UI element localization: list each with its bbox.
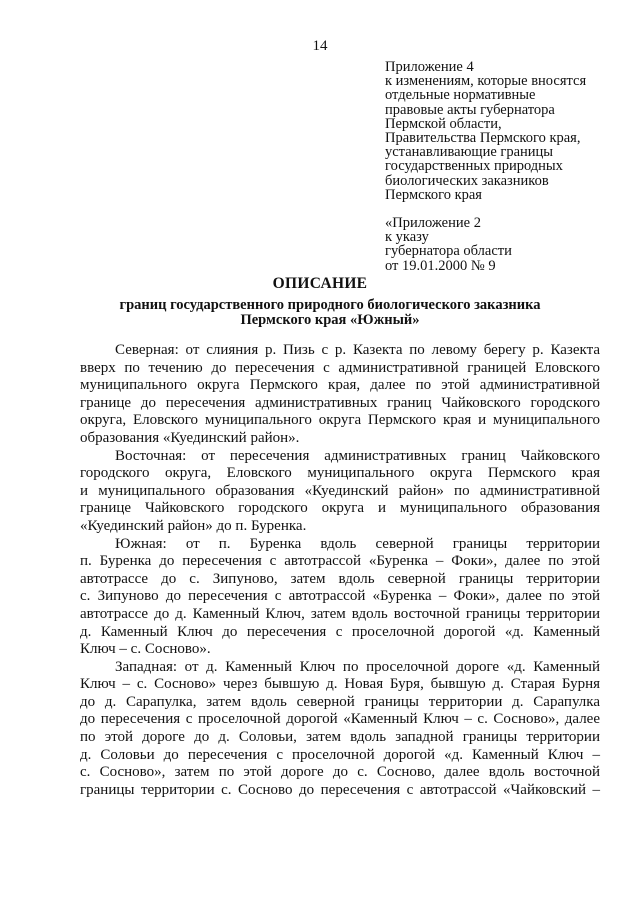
text-line: Южная: от п. Буренка вдоль северной границы территории — [115, 535, 600, 552]
decree-reference — [385, 216, 625, 273]
text-line: Ключ – с. Сосново». — [80, 641, 211, 658]
appendix-line: биологических заказников — [385, 172, 549, 189]
paragraph-north — [80, 342, 600, 448]
text-line: Ключ – с. Сосново» через бывшую д. Новая Буря, бывшую д. Старая Бурня — [80, 676, 600, 693]
text-line: границы территории с. Сосново до пересечения с автотрассой «Чайковский – — [80, 781, 600, 798]
paragraph-south — [80, 536, 600, 659]
text-line: городского округа, Еловского муниципального округа Пермского края — [80, 465, 600, 482]
text-line: границе Чайковского городского округа и муниципального образования — [80, 500, 600, 517]
text-line: с. Зипуново до пересечения с автотрассой «Буренка – Фоки», далее по этой — [80, 588, 600, 605]
text-line: вверх по течению до пересечения с административной границей Еловского — [80, 359, 600, 376]
subtitle-line: границ государственного природного биологического заказника — [119, 297, 541, 313]
decree-line: к указу — [385, 229, 429, 246]
text-line: д. Соловьи до пересечения с проселочной дорогой «д. Каменный Ключ – — [80, 746, 600, 763]
appendix-line: Пермского края — [385, 186, 482, 203]
text-line: до пересечения с проселочной дорогой «Каменный Ключ – с. Сосново», далее — [80, 711, 600, 728]
text-line: и муниципального образования «Куединский район» по административной — [80, 482, 600, 499]
decree-line: губернатора области — [385, 243, 512, 260]
text-line: «Куединский район» до п. Буренка. — [80, 517, 307, 534]
appendix-line: отдельные нормативные — [385, 87, 536, 104]
document-body — [80, 342, 600, 799]
decree-line: «Приложение 2 — [385, 215, 481, 231]
text-line: автотрассе до д. Каменный Ключ, затем вдоль восточной границы территории — [80, 605, 600, 622]
subtitle-line: Пермского края «Южный» — [240, 312, 420, 328]
text-line: муниципального округа Пермского края, далее по этой административной — [80, 377, 600, 394]
text-line: Западная: от д. Каменный Ключ по проселочной дороге «д. Каменный — [115, 658, 600, 675]
text-line: с. Сосново», затем по этой дороге до с. Сосново, далее вдоль восточной — [80, 764, 600, 781]
text-line: автотрассе до с. Зипуново, затем вдоль северной границы территории — [80, 570, 600, 587]
appendix-line: правовые акты губернатора — [385, 101, 555, 118]
text-line: границе до пересечения административных границ Чайковского городского — [80, 394, 600, 411]
text-line: по этой дороге до д. Соловьи, затем вдоль западной границы территории — [80, 729, 600, 746]
page-number: 14 — [312, 38, 328, 54]
appendix-line: устанавливающие границы — [385, 144, 554, 161]
appendix-line: к изменениям, которые вносятся — [385, 73, 587, 90]
text-line: Восточная: от пересечения административных границ Чайковского — [115, 447, 600, 464]
document-title: ОПИСАНИЕ — [272, 275, 368, 292]
decree-line: от 19.01.2000 № 9 — [385, 257, 496, 274]
text-line: до д. Сарапулка, затем вдоль северной границы территории д. Сарапулка — [80, 693, 600, 710]
text-line: п. Буренка до пересечения с автотрассой «Буренка – Фоки», далее по этой — [80, 553, 600, 570]
appendix-line: государственных природных — [385, 158, 563, 175]
appendix-line: Приложение 4 — [385, 59, 474, 75]
text-line: округа, Еловского муниципального округа Пермского края и муниципального — [80, 412, 600, 429]
appendix-header — [385, 60, 625, 202]
paragraph-east — [80, 448, 600, 536]
text-line: д. Каменный Ключ до пересечения с проселочной дорогой «д. Каменный — [80, 623, 600, 640]
paragraph-west — [80, 659, 600, 800]
text-line: образования «Куединский район». — [80, 429, 300, 446]
appendix-line: Правительства Пермского края, — [385, 130, 581, 147]
text-line: Северная: от слияния р. Пизь с р. Казекта по левому берегу р. Казекта — [115, 342, 600, 358]
document-subtitle — [60, 298, 600, 328]
appendix-line: Пермской области, — [385, 115, 502, 132]
